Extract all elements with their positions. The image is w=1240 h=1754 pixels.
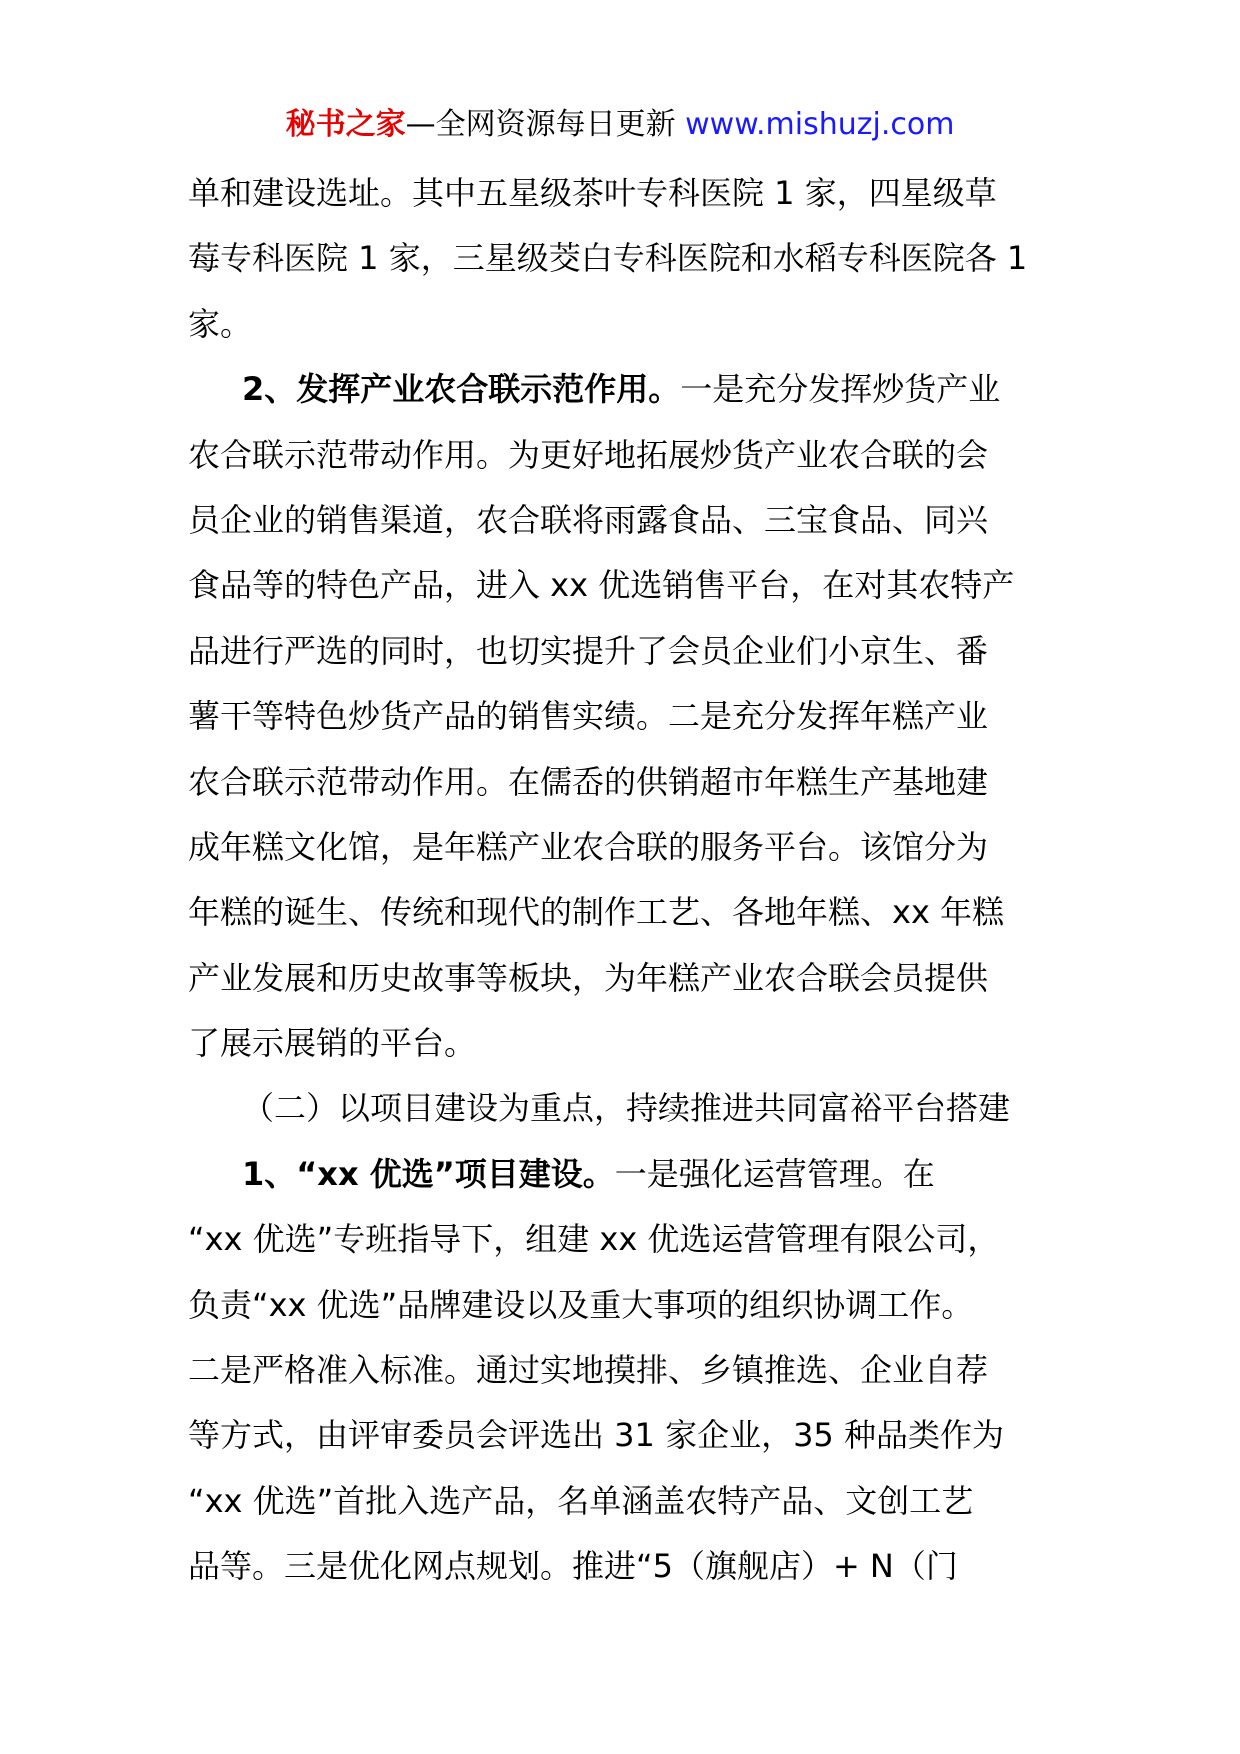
paragraph-line: 品等。三是优化网点规划。推进“5（旗舰店）+ N（门 [188, 1547, 958, 1586]
paragraph-line: 农合联示范带动作用。在儒岙的供销超市年糕生产基地建 [188, 762, 989, 801]
header-brand: 秘书之家 [285, 107, 406, 142]
section-subtitle: （二）以项目建设为重点，持续推进共同富裕平台搭建 [242, 1089, 1011, 1128]
paragraph-line: 年糕的诞生、传统和现代的制作工艺、各地年糕、xx 年糕 [188, 893, 1005, 932]
paragraph-line: 家。 [188, 304, 253, 343]
paragraph-line: 了展示展销的平台。 [188, 1024, 477, 1063]
document-body [188, 161, 1060, 1600]
section-heading: 2、发挥产业农合联示范作用。 [242, 370, 681, 409]
paragraph-line: 单和建设选址。其中五星级茶叶专科医院 1 家，四星级草 [188, 174, 997, 212]
paragraph-line: “xx 优选”专班指导下，组建 xx 优选运营管理有限公司， [188, 1220, 1000, 1259]
paragraph-line: 莓专科医院 1 家，三星级茭白专科医院和水稻专科医院各 1 [188, 239, 1028, 278]
header-url-link[interactable]: www.mishuzj.com [685, 107, 955, 142]
paragraph-line: 二是严格准入标准。通过实地摸排、乡镇推选、企业自荐 [188, 1351, 989, 1390]
paragraph-first-line [188, 1142, 1060, 1207]
paragraph-text: 一是强化运营管理。在 [614, 1154, 935, 1193]
paragraph-line: 等方式，由评审委员会评选出 31 家企业，35 种品类作为 [188, 1416, 1004, 1455]
section-heading: 1、“xx 优选”项目建设。 [242, 1154, 615, 1193]
paragraph-text: 一是充分发挥炒货产业 [680, 370, 1001, 409]
paragraph-line: 产业发展和历史故事等板块，为年糕产业农合联会员提供 [188, 958, 989, 997]
paragraph-line: 食品等的特色产品，进入 xx 优选销售平台，在对其农特产 [188, 566, 1015, 605]
page-header [0, 100, 1240, 150]
paragraph-line: 农合联示范带动作用。为更好地拓展炒货产业农合联的会 [188, 435, 989, 474]
paragraph-line: 薯干等特色炒货产品的销售实绩。二是充分发挥年糕产业 [188, 697, 989, 736]
paragraph-first-line [188, 357, 1060, 422]
paragraph-line: 品进行严选的同时，也切实提升了会员企业们小京生、番 [188, 631, 989, 670]
header-tagline: —全网资源每日更新 [405, 107, 686, 142]
paragraph-line: 负责“xx 优选”品牌建设以及重大事项的组织协调工作。 [188, 1285, 974, 1324]
paragraph-line: “xx 优选”首批入选产品，名单涵盖农特产品、文创工艺 [188, 1481, 974, 1520]
paragraph-line: 员企业的销售渠道，农合联将雨露食品、三宝食品、同兴 [188, 500, 989, 539]
paragraph-line: 成年糕文化馆，是年糕产业农合联的服务平台。该馆分为 [188, 827, 989, 866]
